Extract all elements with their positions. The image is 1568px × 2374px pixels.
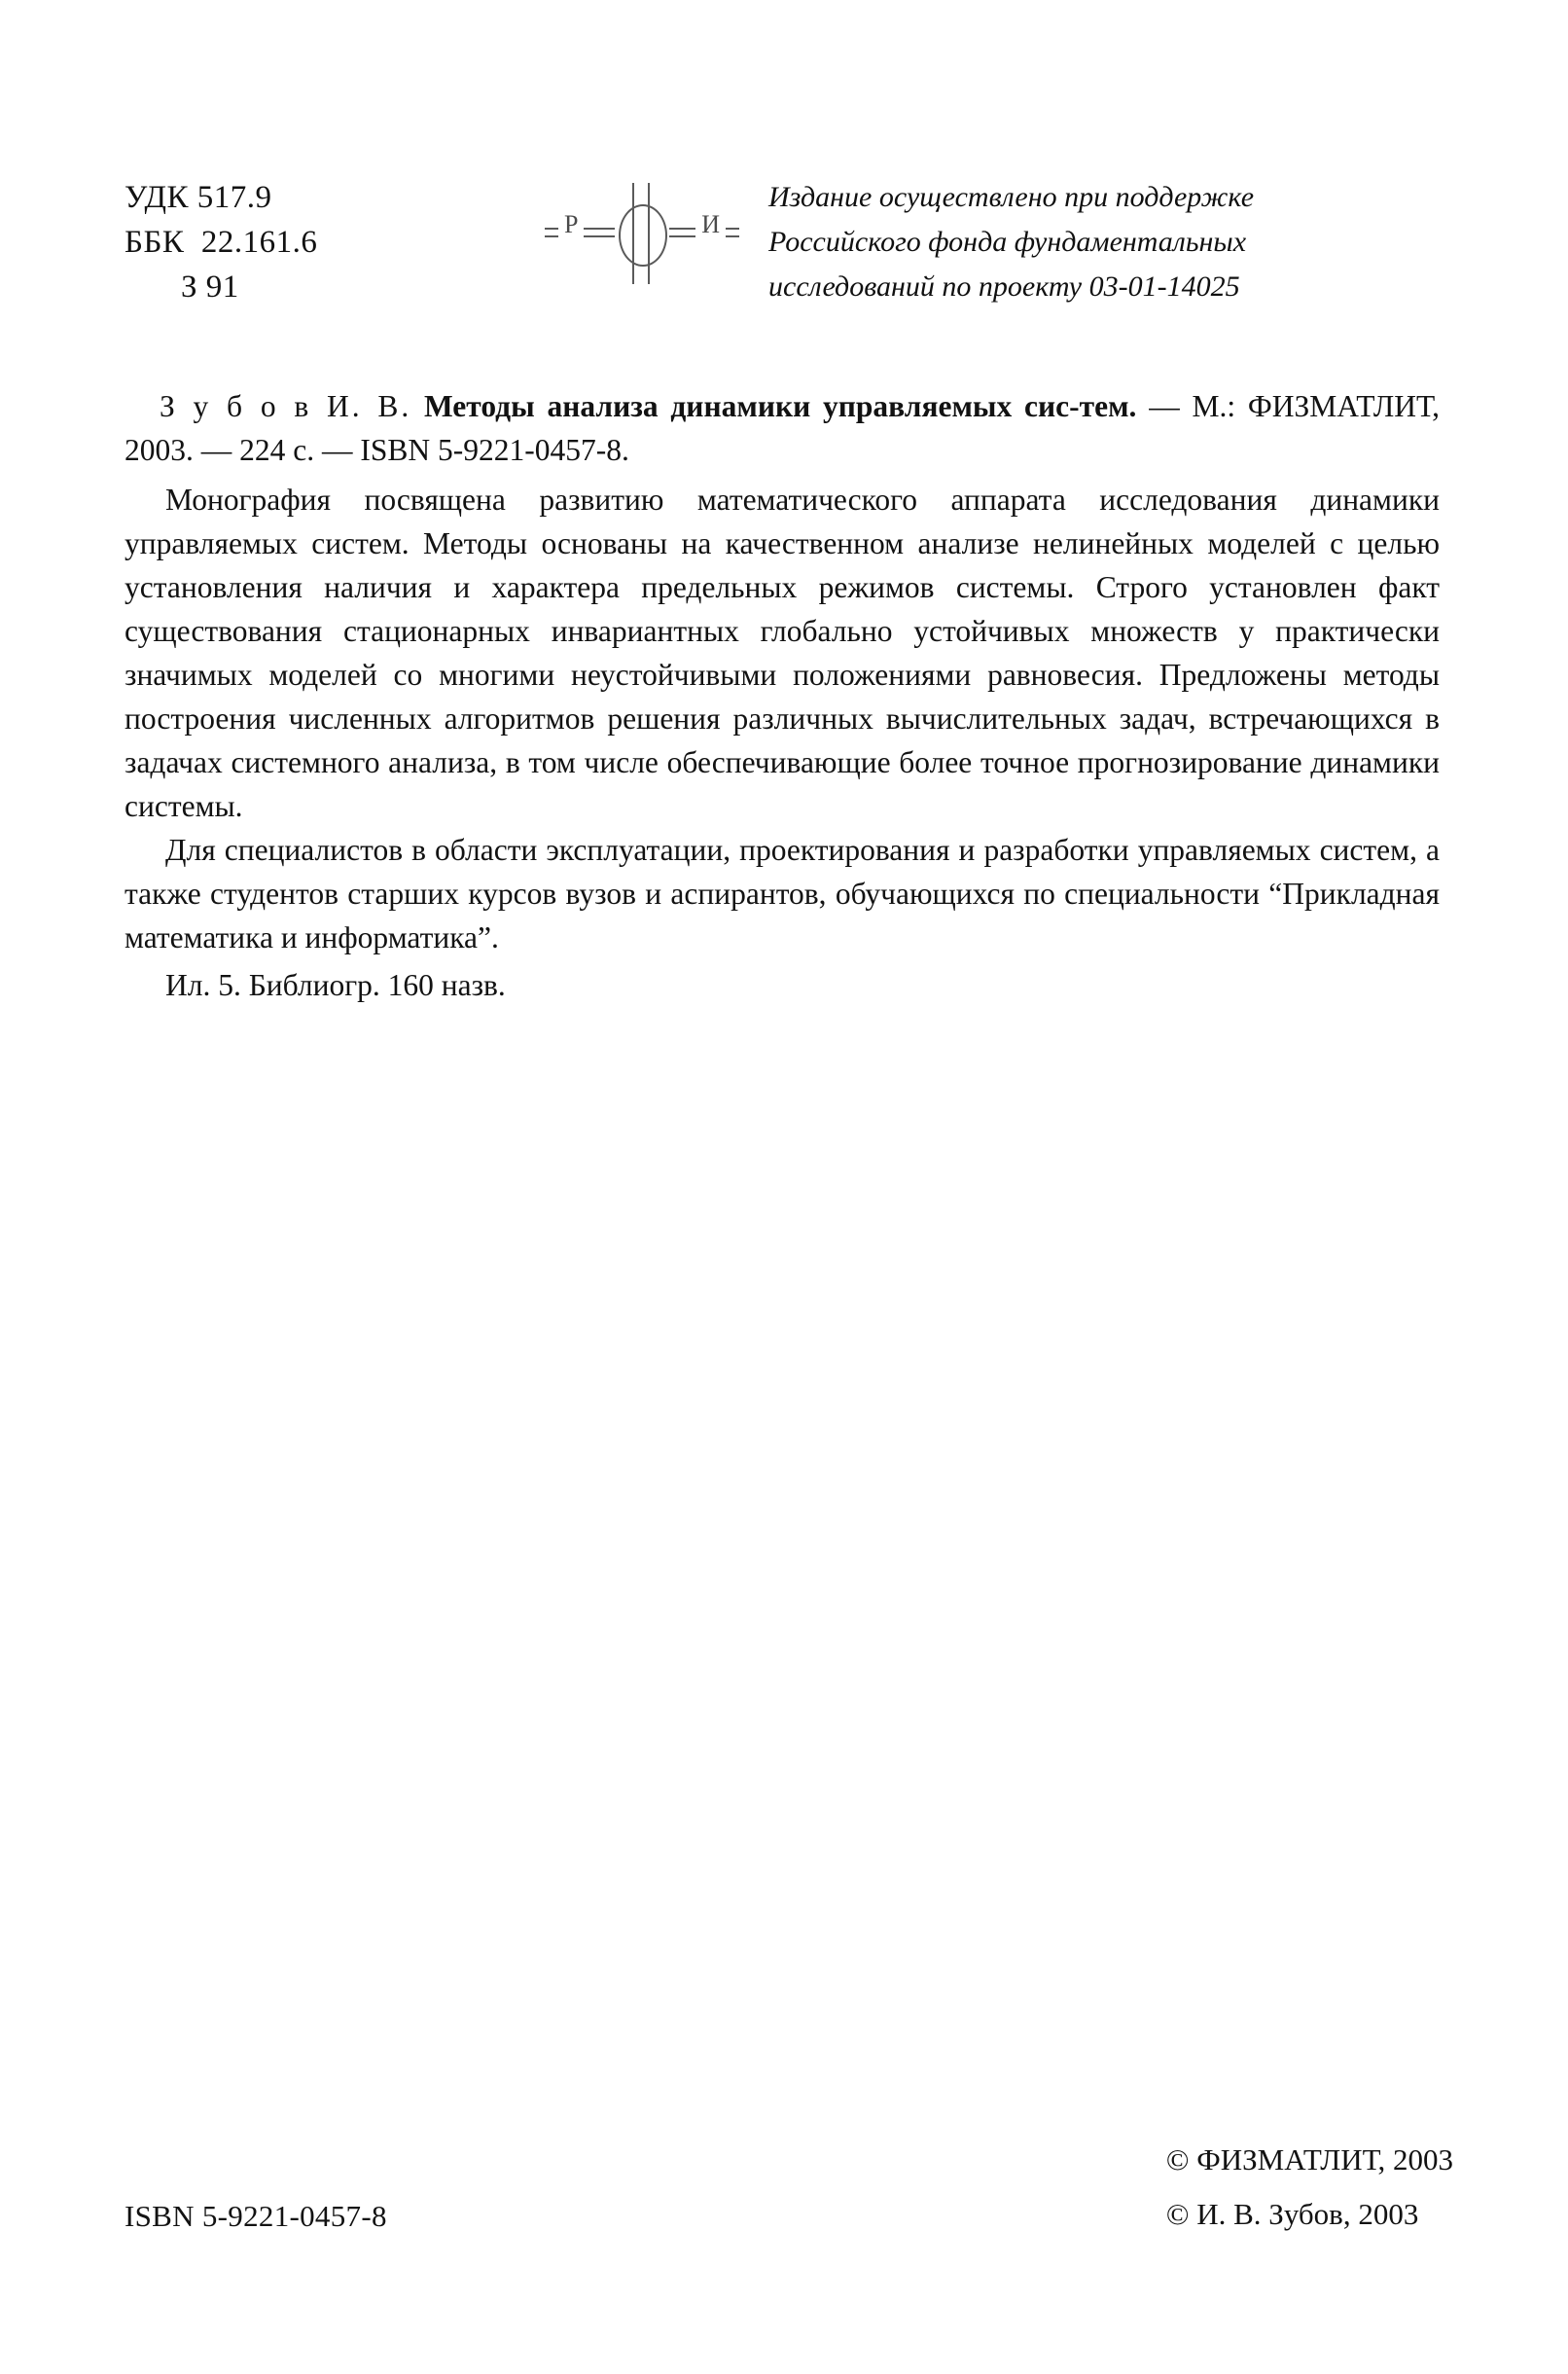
logo-center-mark [615,183,669,284]
annotation-block [125,384,1440,1007]
citation-imprint: — М.: ФИЗМАТЛИТ, 2003. — 224 с. — ISBN 5-9221-0457-8. [125,389,1440,467]
support-note-line-2: Российского фонда фундаментальных [768,226,1247,258]
isbn-line: ISBN 5-9221-0457-8 [125,2199,387,2233]
classification-codes [125,175,317,309]
page-footer [0,2123,1568,2259]
support-note [768,175,1459,309]
copyright-publisher: © ФИЗМАТЛИТ, 2003 [1165,2142,1453,2176]
copyright-author: © И. В. Зубов, 2003 [1165,2197,1419,2231]
author-mark-code: З 91 [181,270,239,305]
annotation-paragraph-1: Монография посвящена развитию математического аппарата исследования динамики управляемых систем. Методы основаны на качественном анализе нелинейных моделей с целью установления наличия и характера предельных режимов системы. Строго установлен факт существования стационарных инвариантных глобально устойчивых множеств у практически значимых моделей со многими неустойчивыми положениями равновесия. Предложены методы построения численных алгоритмов решения различных вычислительных задач, встречающихся в задачах системного анализа, в том числе обеспечивающие более точное прогнозирование динамики системы. [125,483,1440,823]
support-note-line-1: Издание осуществлено при поддержке [768,181,1255,213]
copyright-block [1166,2133,1453,2242]
support-note-line-3: исследований по проекту 03-01-14025 [768,270,1240,303]
rfbr-logo-icon [545,181,739,288]
annotation-paragraph-3: Ил. 5. Библиогр. 160 назв. [165,968,506,1002]
citation-title: Методы анализа динамики управляемых сис- [423,389,1080,423]
logo-letter-right: И [695,210,726,239]
citation-author: З у б о в И. В. [160,389,412,423]
page-header [0,175,1568,331]
citation-title-cont: тем. [1079,389,1137,423]
logo-letter-left: Р [558,210,584,239]
bibliographic-citation [125,384,1440,472]
udk-code: УДК 517.9 [125,180,272,215]
annotation-paragraph-2: Для специалистов в области эксплуатации, проектирования и разработки управляемых систем, а также студентов старших курсов вузов и аспирантов, обучающихся по специальности “Прикладная математика и информатика”. [125,833,1440,954]
bbk-code: ББК 22.161.6 [125,225,318,260]
